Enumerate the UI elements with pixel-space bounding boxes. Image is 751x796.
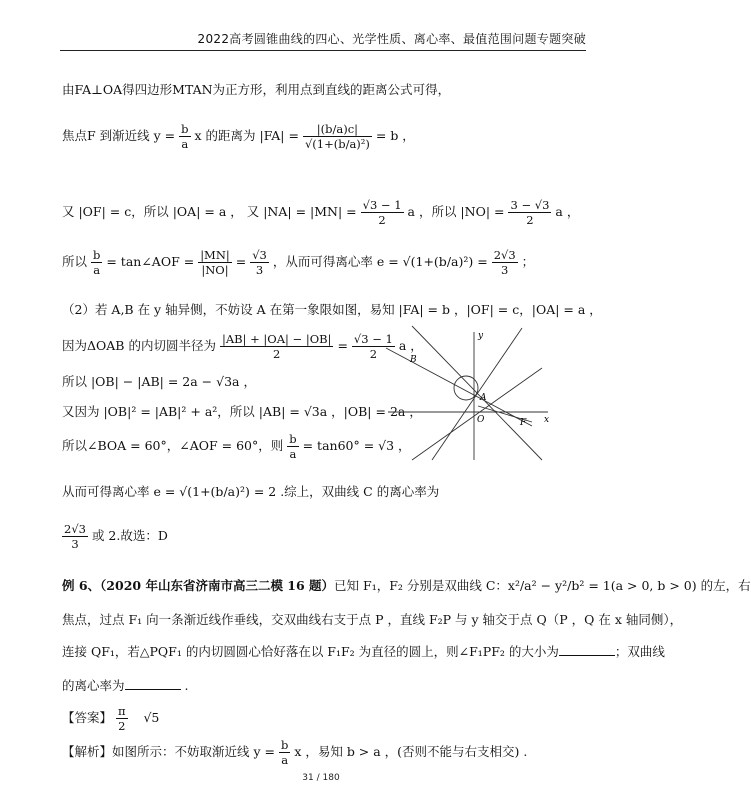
asymptote-2 [432, 328, 522, 460]
label-b: B [410, 355, 417, 365]
label-y: y [478, 331, 484, 341]
line-1: 由FA⊥OA得四边形MTAN为正方形，利用点到直线的距离公式可得， [62, 82, 451, 97]
label-f: F [520, 418, 527, 428]
solution-line: 【解析】如图所示：不妨取渐近线 y = $\frac{b}{a}$ x ，易知 b > a ，(否则不能与右支相交) . [62, 738, 528, 767]
example-6-line-1: 例 6、（2020 年山东省济南市高三二模 16 题）已知 F₁，F₂ 分别是双曲线 C：x²/a² − y²/b² = 1(a > 0, b > 0) 的左，右 [62, 578, 751, 593]
line-8: 又因为 |OB|² = |AB|² + a²，所以 |AB| = √3a ，|OB| = 2a ， [62, 404, 422, 419]
line-10: 从而可得离心率 e = √(1+(b/a)²) = 2 .综上，双曲线 C 的离心率为 [62, 484, 440, 499]
label-a: A [480, 393, 487, 403]
line-2: 焦点F 到渐近线 y = $\frac{b}{a}$ x 的距离为 |FA| = $\frac{|(b/a)c|}{\text{√(1+(b/a)²)}}$ = b ， [62, 122, 415, 151]
example-6-line-3: 连接 QF₁，若△PQF₁ 的内切圆圆心恰好落在以 F₁F₂ 为直径的圆上，则∠F₁PF₂ 的大小为 ；双曲线 [62, 644, 665, 659]
line-oa [412, 368, 542, 460]
answer-blank-2 [125, 679, 181, 690]
page-header: 2022高考圆锥曲线的四心、光学性质、离心率、最值范围问题专题突破 [60, 30, 586, 51]
line-5: （2）若 A,B 在 y 轴异侧，不妨设 A 在第一象限如图，易知 |FA| = b ，|OF| = c，|OA| = a ， [62, 302, 602, 317]
label-x: x [544, 415, 550, 425]
page-number: 31 / 180 [302, 773, 340, 783]
line-11: $\frac{2√3}{3}$ 或 2.故选：D [64, 522, 168, 551]
answer-line: 【答案】 $\frac{\pi}{2}$ √5 [62, 704, 160, 733]
line-6: 因为ΔOAB 的内切圆半径为 $\frac{|AB| + |OA| - |OB|}{2}$ = $\frac{√3 - 1}{2}$ a ， [62, 332, 423, 361]
example-6-line-4: 的离心率为 . [62, 678, 189, 693]
example-6-line-2: 焦点，过点 F₁ 向一条渐近线作垂线，交双曲线右支于点 P ，直线 F₂P 与 y 轴交于点 Q（P ，Q 在 x 轴同侧）， [62, 612, 683, 627]
line-4: 所以 $\frac{b}{a}$ = tan∠AOF = $\frac{|MN|}{|NO|}$ = $\frac{√3}{3}$ ，从而可得离心率 e = √(1+(b/a)²) = $\frac{2√3}{3}$ ； [62, 248, 535, 277]
label-o: O [477, 415, 485, 425]
line-bf [386, 348, 532, 426]
hyperbola-figure [382, 326, 552, 462]
line-7: 所以 |OB| − |AB| = 2a − √3a ， [62, 374, 256, 389]
line-9: 所以∠BOA = 60°，∠AOF = 60°，则 $\frac{b}{a}$ = tan60° = √3 ， [62, 432, 411, 461]
line-3: 又 |OF| = c，所以 |OA| = a ， 又 |NA| = |MN| = $\frac{√3 - 1}{2}$ a ，所以 |NO| = $\frac{3 - √3}{2}$ a ， [62, 198, 580, 227]
answer-blank-1 [559, 645, 615, 656]
